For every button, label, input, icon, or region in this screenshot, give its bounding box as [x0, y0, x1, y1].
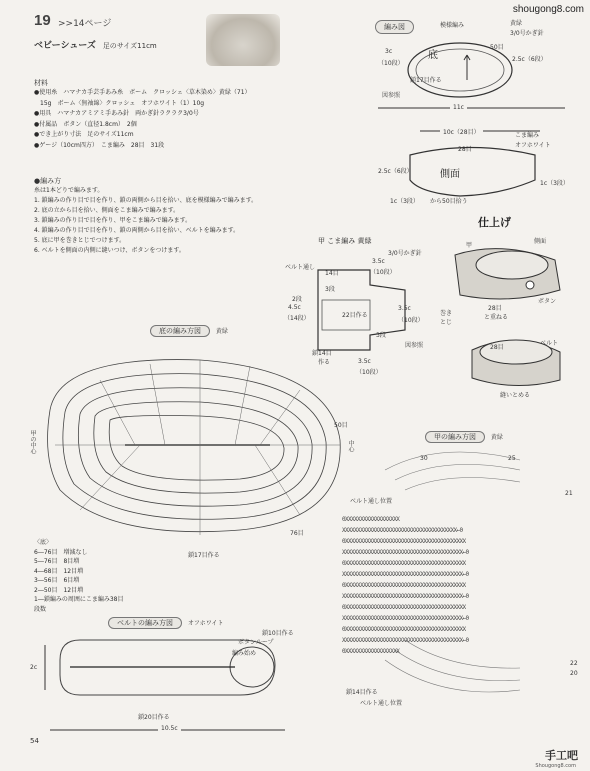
- sole-table-footer: 段数: [34, 605, 47, 613]
- color-green-label: 黄緑: [510, 20, 523, 27]
- instep-row21: 21: [565, 490, 573, 497]
- instep-chain14: 鎖14目作る: [346, 689, 378, 696]
- finishing-sew: 縫いとめる: [500, 392, 531, 399]
- finishing-belt: ベルト: [540, 340, 559, 347]
- page-title: [34, 38, 157, 51]
- instep-color: 黄緑: [357, 237, 372, 245]
- c35a-label: 3.5c: [372, 258, 385, 265]
- instructions-body: [34, 186, 257, 256]
- rows3-label: 3段: [325, 286, 335, 293]
- sole-table-row: 4―68目 12目増: [34, 567, 84, 575]
- instep-belt-pos: ベルト通し位置: [350, 498, 393, 505]
- sole-st50-label: 50目: [334, 422, 348, 429]
- c45-label: 4.5c: [288, 304, 301, 311]
- site-logo-sub: Shougong8.com: [535, 763, 576, 769]
- belt-chart-heading: [108, 618, 224, 628]
- instep-row22: 22: [570, 660, 578, 667]
- site-logo: 手工吧: [545, 749, 578, 762]
- sole-table-row: 6―76目 増減なし: [34, 548, 88, 556]
- side-28-label: 28目: [458, 146, 472, 153]
- instep-row25: 25: [508, 455, 516, 462]
- stitch-mode-label: 模様編み: [440, 22, 465, 29]
- material-line: ●付属品 ボタン（直径1.8cm） 2個: [34, 120, 137, 128]
- instep-ref-label: 図参照: [405, 342, 424, 349]
- side-2-5-label: 2.5c（6段）: [512, 56, 547, 63]
- sole-table: [34, 538, 123, 614]
- belt-2c-label: 2c: [30, 664, 38, 671]
- size-note: 足のサイズ11cm: [102, 42, 157, 50]
- st14-label: 14目: [325, 270, 339, 277]
- belt-start-label: 編み始め: [232, 650, 257, 657]
- rows3b-label: 3段: [376, 332, 386, 339]
- rows-10-label: （10段）: [378, 60, 404, 67]
- shoe-photo: [206, 14, 280, 66]
- color-white-label: オフホワイト: [515, 142, 551, 149]
- finishing-side: 側面: [534, 238, 547, 245]
- material-line: ●使用糸 ハマナカ手芸手あみ糸 ボーム クロッシェ〈草木染め〉黄緑（71）: [34, 89, 251, 96]
- instep-chart-color: 黄緑: [490, 434, 503, 441]
- sole-center-label: 甲の中心: [29, 430, 36, 454]
- instructions-intro: 糸は1本どりで編みます。: [34, 187, 104, 194]
- side-pick-label: から50目拾う: [430, 198, 468, 205]
- instep-stitch-rows: [342, 514, 469, 657]
- sole-table-row: 5―76目 8目増: [34, 558, 80, 565]
- instep-title: 甲: [318, 237, 325, 245]
- stitch-koma-label: こま編み: [515, 132, 540, 139]
- stitch-row: 0XXXXXXXXXXXXXXXXXXXXXXXXXXXXXXXXXXXXXXXX: [342, 604, 466, 611]
- instep-stitch: こま編み: [327, 237, 356, 245]
- sole-chart-title: 底の編み方図: [150, 325, 210, 337]
- instruction-step: 3. 鎖編みの作り目で目を作り、甲をこま編みで編みます。: [34, 217, 192, 224]
- stitch-row: 0XXXXXXXXXXXXXXXXXXXXXXXXXXXXXXXXXXXXXXXX: [342, 560, 466, 567]
- st22-label: 22目作る: [342, 312, 368, 319]
- stitch-row: XXXXXXXXXXXXXXXXXXXXXXXXXXXXXXXXXXXXXX←0: [342, 527, 463, 534]
- material-line: ●用具 ハマナカアミアミ手あみ針 両かぎ針ラクラク3/0号: [34, 110, 199, 117]
- site-watermark: shougong8.com: [512, 4, 584, 15]
- side-2-5b-label: 2.5c（6段）: [378, 168, 413, 175]
- instep-chart-title: 甲の編み方図: [425, 431, 485, 443]
- finishing-instep: 甲: [466, 242, 473, 249]
- make-label: 作る: [318, 359, 331, 366]
- side-label: 側面: [440, 169, 460, 180]
- instep-row20: 20: [570, 670, 578, 677]
- sole-table-row: 1―鎖編みの周囲にこま編み38目: [34, 596, 124, 603]
- sole-chart-heading: [150, 326, 228, 336]
- belt-loop-label: ボタンループ: [238, 639, 274, 646]
- rows14-label: （14段）: [284, 315, 310, 322]
- belt-hole-label: ベルト通し: [285, 264, 316, 271]
- finishing-close: とじ: [440, 319, 453, 326]
- side-1cb-label: 1c（3段）: [390, 198, 419, 205]
- title-text: ベビーシューズ: [34, 41, 96, 51]
- finishing-st28: 28目: [488, 305, 502, 312]
- c35b-label: 3.5c: [398, 305, 411, 312]
- rows-50-label: 50目: [490, 44, 504, 51]
- knitting-diagram-heading: 編み図: [375, 20, 414, 34]
- materials-list: [34, 88, 251, 151]
- sole-table-row: 3―56目 6目増: [34, 577, 80, 584]
- stitch-row: 0XXXXXXXXXXXXXXXXXXXXXXXXXXXXXXXXXXXXXXXX: [342, 626, 466, 633]
- finishing-match: と重ねる: [484, 314, 509, 321]
- material-line: 15g ボーム〈無袖綿〉クロッシェ オフホワイト（1）10g: [34, 99, 205, 107]
- stitch-row: XXXXXXXXXXXXXXXXXXXXXXXXXXXXXXXXXXXXXXXX←0: [342, 593, 469, 600]
- finishing-roll: 巻き: [440, 310, 453, 317]
- belt-chart-color: オフホワイト: [187, 620, 224, 627]
- rows10c-label: （10段）: [356, 369, 382, 376]
- width-3c-label: 3c: [385, 48, 393, 55]
- sole-center-r-label: 中心: [347, 440, 354, 452]
- instruction-step: 5. 底に甲を巻きとじでつけます。: [34, 237, 126, 244]
- material-line: ●ゲージ（10cm四方） こま編み 28目 31段: [34, 141, 165, 149]
- finishing-heading: 仕上げ: [478, 216, 511, 229]
- belt-chart-title: ベルトの編み方図: [108, 617, 182, 629]
- material-line: ●でき上がり寸法 足のサイズ11cm: [34, 131, 134, 138]
- instep-row30: 30: [420, 455, 428, 462]
- belt-chain20-label: 鎖20目作る: [138, 714, 170, 721]
- instep-belt-pos2: ベルト通し位置: [360, 700, 403, 707]
- rows10a-label: （10段）: [370, 269, 396, 276]
- stitch-row: 0XXXXXXXXXXXXXXXXXXXXXXXXXXXXXXXXXXXXXXXX: [342, 582, 466, 589]
- sole-table-row: 2―50目 12目増: [34, 586, 84, 594]
- page-number: 54: [30, 737, 39, 745]
- materials-heading: 材料: [34, 79, 48, 87]
- instructions-heading: ●編み方: [34, 177, 62, 185]
- belt-width-label: 10.5c: [158, 725, 181, 732]
- stitch-row: XXXXXXXXXXXXXXXXXXXXXXXXXXXXXXXXXXXXXXXX←0: [342, 637, 469, 644]
- instep-hook: 3/0号かぎ針: [388, 250, 422, 257]
- sole-st76-label: 76目: [290, 530, 304, 537]
- instruction-step: 2. 底の立から目を拾い、側面をこま編みで編みます。: [34, 207, 180, 214]
- sole-chart-color: 黄緑: [215, 328, 228, 335]
- sole-chain17-label: 鎖17目作る: [188, 552, 220, 559]
- chain14-label: 鎖14目: [312, 350, 332, 357]
- instruction-step: 1. 鎖編みの作り目で目を作り、鎖の両側から目を拾い、底を模様編みで編みます。: [34, 197, 258, 204]
- instruction-step: 4. 鎖編みの作り目で目を作り、鎖の両側から目を拾い、ベルトを編みます。: [34, 227, 240, 234]
- stitch-row: 0XXXXXXXXXXXXXXXXXXXXXXXXXXXXXXXXXXXXXXXX: [342, 538, 466, 545]
- instep-chart-heading: [425, 432, 503, 442]
- side-10c-label: 10c（28目）: [440, 127, 483, 136]
- page-reference: >>14ページ: [58, 19, 112, 29]
- side-1c-label: 1c（3段）: [540, 180, 569, 187]
- color-hook-label: 3/0号かぎ針: [510, 30, 544, 37]
- c35c-label: 3.5c: [358, 358, 371, 365]
- stitch-row: XXXXXXXXXXXXXXXXXXXXXXXXXXXXXXXXXXXXXXXX←0: [342, 615, 469, 622]
- stitch-row: 0XXXXXXXXXXXXXXXXXX: [342, 648, 400, 655]
- instep-heading: [318, 236, 371, 246]
- belt-chain10-label: 鎖10目作る: [262, 630, 294, 637]
- pattern-number: 19: [34, 12, 51, 29]
- finishing-st28b: 28目: [490, 344, 504, 351]
- sole-table-heading: 〈底〉: [34, 539, 53, 546]
- round-ref-label: 図参照: [382, 92, 401, 99]
- rows2-label: 2段: [292, 296, 302, 303]
- rows10b-label: （10段）: [398, 317, 424, 324]
- instruction-step: 6. ベルトを側面の内側に縫いつけ、ボタンをつけます。: [34, 247, 185, 254]
- stitch-row: 0XXXXXXXXXXXXXXXXXX: [342, 516, 400, 523]
- sole-label: 底: [428, 50, 438, 61]
- total-11-label: 11c: [450, 104, 467, 111]
- stitch-row: XXXXXXXXXXXXXXXXXXXXXXXXXXXXXXXXXXXXXXXX←0: [342, 549, 469, 556]
- stitch-row: XXXXXXXXXXXXXXXXXXXXXXXXXXXXXXXXXXXXXXXX←0: [342, 571, 469, 578]
- sole-start-label: 鎖17目作る: [410, 77, 442, 84]
- finishing-button: ボタン: [538, 298, 557, 305]
